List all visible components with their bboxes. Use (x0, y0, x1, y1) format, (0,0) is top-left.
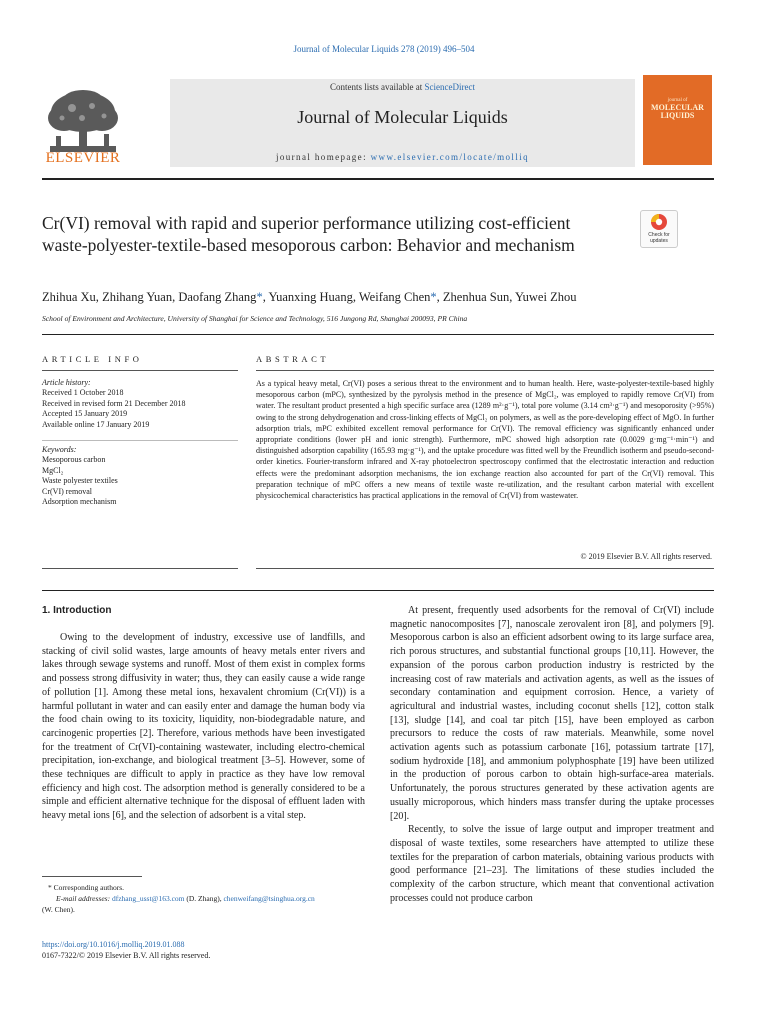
doi-link[interactable]: https://doi.org/10.1016/j.molliq.2019.01.088 (42, 940, 185, 949)
article-title: Cr(VI) removal with rapid and superior performance utilizing cost-efficient waste-polyester-textile-based mesoporous carbon: Behavior and mechanism (42, 213, 575, 255)
footnote-rule (42, 876, 142, 877)
footnotes (42, 882, 365, 916)
email-link[interactable]: dfzhang_usst@163.com (111, 894, 185, 904)
email-owner: (D. Zhang), (184, 894, 224, 904)
author[interactable]: , Yuanxing Huang, (262, 290, 359, 304)
corresponding-mark[interactable]: * (256, 290, 263, 304)
author-list (42, 290, 722, 305)
history-received: Received 1 October 2018 (42, 388, 124, 398)
article-info-heading: ARTICLE INFO (42, 354, 143, 364)
crossmark-icon (641, 211, 677, 231)
abstract-copyright: © 2019 Elsevier B.V. All rights reserved. (580, 552, 712, 561)
email-label: E-mail addresses: (56, 894, 112, 904)
abstract-rule (256, 370, 714, 371)
header-rule (42, 178, 714, 180)
paragraph: Recently, to solve the issue of large output and improper treatment and disposal of waste textiles, some researchers have attempted to utilize these textiles for the preparation of carbon materials, obtaining various products with good performance [21–23]. The limitations of these studies included the complexity of the carbon structure, which meant that conventional activation processes could not produce carbon (390, 824, 714, 904)
abstract-heading: ABSTRACT (256, 354, 330, 364)
contents-line (170, 82, 635, 92)
author[interactable]: Weifang Chen (358, 290, 431, 304)
body-column-right (390, 604, 714, 905)
email-owner: (W. Chen). (42, 905, 75, 915)
section-heading-introduction: 1. Introduction (42, 605, 112, 616)
journal-homepage (170, 152, 635, 162)
keyword: Mesoporous carbon (42, 455, 106, 465)
abstract-bottom-rule (256, 568, 714, 569)
contents-prefix: Contents lists available at (330, 82, 425, 92)
article-info-rule (42, 370, 238, 371)
email-link[interactable]: chenweifang@tsinghua.org.cn (223, 894, 315, 904)
author[interactable]: , Zhenhua Sun, Yuwei Zhou (436, 290, 577, 304)
keywords (42, 445, 238, 507)
keyword: MgCl₂ (42, 465, 64, 475)
keyword: Cr(VI) removal (42, 486, 92, 496)
history-accepted: Accepted 15 January 2019 (42, 409, 128, 419)
affiliation-rule (42, 334, 714, 335)
check-for-updates-label: Check for updates (648, 232, 670, 244)
keyword: Adsorption mechanism (42, 497, 117, 507)
journal-citation[interactable]: Journal of Molecular Liquids 278 (2019) 496–504 (293, 44, 475, 54)
history-label: Article history: (42, 378, 91, 387)
keyword: Waste polyester textiles (42, 476, 118, 486)
elsevier-wordmark: ELSEVIER (45, 150, 121, 166)
paragraph: At present, frequently used adsorbents for the removal of Cr(VI) include magnetic nanocomposites [7], nanoscale zerovalent iron [8], and polymers [9]. Mesoporous carbon is also an efficient adsorbent owing to its large surface area, rich porous structures, and substantial functional groups [10,11]. However, the expansion of the porous carbon production industry is restricted by the increasing cost of raw materials and activation agents, as well as the issues of secondary contamination and equipment corrosion. Hence, a variety of agricultural and industrial wastes, including coconut shells [12], cotton stalk [13], sludge [14], and coal tar pitch [15], have been employed as carbon precursors to reduce the costs of raw materials. Meanwhile, some novel activation agents such as potassium carbonate [16], potassium tartrate [17], sodium hydroxide [18], and ammonium polyphosphate [19] have been utilized in the production of porous carbon to obtain high-surface-area materials. Unfortunately, the porous structures generated by these activation agents are usually microporous, which hinders mass transfer during the uptake processes [20]. (390, 605, 714, 822)
paragraph: Owing to the development of industry, excessive use of landfills, and stacking of civil solid wastes, large amounts of heavy metals enter rivers and lakes through sewage systems and runoff. Most of them exist in complex forms and possess strong diffusivity in water; thus, they can easily cause a wide range of pollution [1]. Among these metal ions, hexavalent chromium (Cr(VI)) is a harmful pollutant in water and can easily enter and damage the human body via the food chain owing to its toxicity, liquidity, non-biodegradable nature, and carcinogenic properties [2]. Therefore, various methods have been investigated for the treatment of Cr(VI)-containing wastewater, including electro-chemical precipitation, ion-exchange, and biological treatment [3–5]. However, some of these techniques are difficult to apply in practice as they have low removal efficiency and high cost. The adsorption method is generally considered to be a simple and efficient alternative technique for the disposal of effluent laden with heavy metal ions [6], and the selection of adsorbent is a vital step. (42, 632, 365, 822)
journal-cover-thumbnail[interactable] (643, 75, 712, 165)
body-column-left (42, 631, 365, 823)
corresponding-note: * Corresponding authors. (48, 883, 125, 892)
issn-line: 0167-7322/© 2019 Elsevier B.V. All rights reserved. (42, 951, 211, 960)
author[interactable]: Daofang Zhang (178, 290, 257, 304)
history-revised: Received in revised form 21 December 2018 (42, 398, 186, 408)
cover-line-1: journal of (667, 98, 688, 103)
homepage-link[interactable]: www.elsevier.com/locate/molliq (370, 152, 530, 162)
keywords-label: Keywords: (42, 445, 77, 454)
email-line (42, 893, 365, 904)
homepage-prefix: journal homepage: (275, 152, 371, 162)
main-rule (42, 590, 714, 591)
keywords-rule (42, 440, 238, 441)
article-history (42, 378, 238, 430)
journal-title: Journal of Molecular Liquids (297, 107, 508, 127)
author[interactable]: Zhihua Xu, (42, 290, 103, 304)
sciencedirect-link[interactable]: ScienceDirect (424, 82, 475, 92)
cover-line-2: MOLECULAR LIQUIDS (651, 103, 704, 120)
author[interactable]: Zhihang Yuan, (102, 290, 179, 304)
article-info-bottom-rule (42, 568, 238, 569)
history-online: Available online 17 January 2019 (42, 419, 150, 429)
corresponding-mark[interactable]: * (430, 290, 437, 304)
affiliation: School of Environment and Architecture, University of Shanghai for Science and Technology, 516 Jungong Rd, Shanghai 200093, PR China (42, 314, 468, 323)
abstract-text: As a typical heavy metal, Cr(VI) poses a serious threat to the environment and to human health. Here, waste-polyester-textile-based highly mesoporous carbon (mPC), synthesized by the pyrolysis method in the presence of MgCl₂, was employed to rapidly remove Cr(VI) from water. The resultant product presented a high specific surface area (1289 m²·g⁻¹), total pore volume (3.14 cm³·g⁻¹) and mesoporosity (>95%) owing to the strong dehydrogenation and cross-linking effects of MgCl₂ on polymers, as well as the pore-developing effect of MgO. In further adsorption trials, mPC exhibited excellent removal performance for Cr(VI). The removal efficiency was significantly enhanced under appropriate conditions (lower pH and ionic strength). Furthermore, mPC showed high adsorption rate (0.0029 g·mg⁻¹·min⁻¹) and distinguished adsorption capability (165.93 mg·g⁻¹), and the uptake procedure was fitted well by the Freundlich isotherm and pseudo-second-order kinetics. Fourier-transform infrared and X-ray photoelectron spectroscopy confirmed that the electrostatic interaction and reduction effects were the predominant adsorption mechanisms, the ion exchange reaction also accounted for part of the Cr(VI) removal. This preparation technique of mPC offers a new means of textile waste re-utilization, and the resultant carbon material with excellent physicochemical characteristics has practical applications in the removal of Cr(VI) from wastewater. (256, 379, 714, 501)
